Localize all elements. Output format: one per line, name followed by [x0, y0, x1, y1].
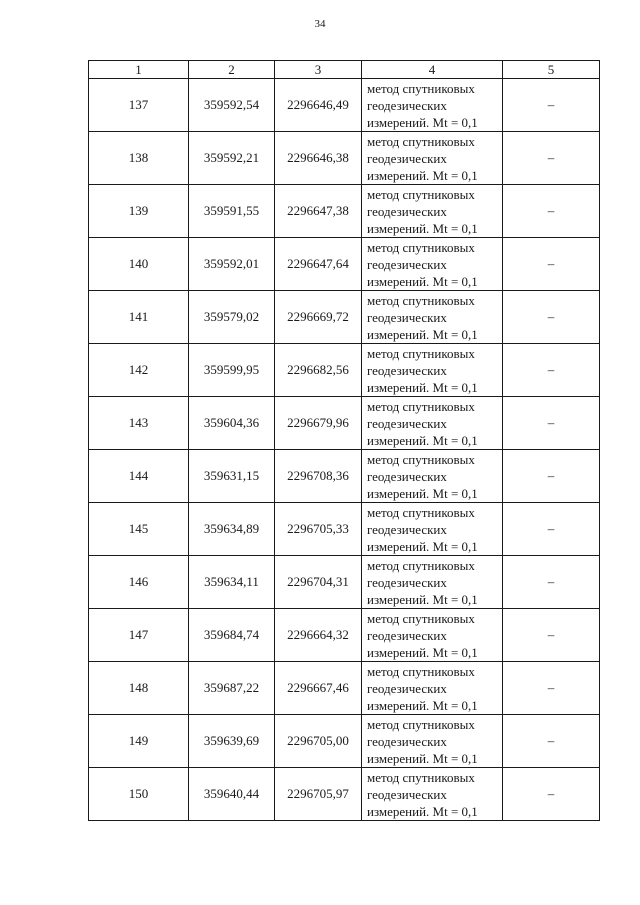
method-line-2: геодезических — [367, 733, 447, 749]
coordinate-x: 359631,15 — [189, 450, 275, 503]
column-header-3: 3 — [275, 61, 362, 79]
column-5-value: – — [503, 185, 600, 238]
method-line-3: измерений. Mt = 0,1 — [367, 644, 478, 660]
column-5-value: – — [503, 556, 600, 609]
method-description — [362, 291, 503, 344]
method-line-2: геодезических — [367, 415, 447, 431]
table-row — [89, 344, 600, 397]
point-number: 150 — [89, 768, 189, 821]
method-line-3: измерений. Mt = 0,1 — [367, 803, 478, 819]
coordinate-y: 2296664,32 — [275, 609, 362, 662]
method-line-1: метод спутниковых — [367, 769, 475, 785]
table-row — [89, 185, 600, 238]
table-header-row — [89, 61, 600, 79]
table-row — [89, 238, 600, 291]
method-description — [362, 768, 503, 821]
method-line-2: геодезических — [367, 256, 447, 272]
coordinate-x: 359579,02 — [189, 291, 275, 344]
coordinate-x: 359592,21 — [189, 132, 275, 185]
point-number: 145 — [89, 503, 189, 556]
method-line-1: метод спутниковых — [367, 80, 475, 96]
coordinate-y: 2296705,00 — [275, 715, 362, 768]
method-line-2: геодезических — [367, 203, 447, 219]
method-line-1: метод спутниковых — [367, 133, 475, 149]
coordinate-x: 359634,89 — [189, 503, 275, 556]
coordinate-x: 359591,55 — [189, 185, 275, 238]
point-number: 144 — [89, 450, 189, 503]
method-line-1: метод спутниковых — [367, 239, 475, 255]
coordinate-x: 359592,54 — [189, 79, 275, 132]
table-row — [89, 662, 600, 715]
column-header-1: 1 — [89, 61, 189, 79]
table-row — [89, 79, 600, 132]
coordinate-y: 2296682,56 — [275, 344, 362, 397]
coordinate-y: 2296708,36 — [275, 450, 362, 503]
table-row — [89, 503, 600, 556]
coordinates-table — [88, 60, 600, 821]
method-line-2: геодезических — [367, 97, 447, 113]
column-5-value: – — [503, 715, 600, 768]
method-description — [362, 556, 503, 609]
method-line-2: геодезических — [367, 468, 447, 484]
coordinate-y: 2296679,96 — [275, 397, 362, 450]
method-description — [362, 450, 503, 503]
page-number: 34 — [314, 18, 326, 30]
method-line-1: метод спутниковых — [367, 451, 475, 467]
table-row — [89, 609, 600, 662]
column-5-value: – — [503, 662, 600, 715]
method-description — [362, 397, 503, 450]
method-line-1: метод спутниковых — [367, 716, 475, 732]
table-row — [89, 132, 600, 185]
column-5-value: – — [503, 344, 600, 397]
method-line-3: измерений. Mt = 0,1 — [367, 538, 478, 554]
point-number: 143 — [89, 397, 189, 450]
method-line-3: измерений. Mt = 0,1 — [367, 114, 478, 130]
point-number: 137 — [89, 79, 189, 132]
column-5-value: – — [503, 397, 600, 450]
coordinate-y: 2296646,38 — [275, 132, 362, 185]
method-line-3: измерений. Mt = 0,1 — [367, 326, 478, 342]
coordinate-x: 359640,44 — [189, 768, 275, 821]
table-row — [89, 450, 600, 503]
method-line-1: метод спутниковых — [367, 292, 475, 308]
coordinate-y: 2296647,38 — [275, 185, 362, 238]
coordinate-y: 2296646,49 — [275, 79, 362, 132]
method-line-1: метод спутниковых — [367, 663, 475, 679]
coordinate-y: 2296705,97 — [275, 768, 362, 821]
point-number: 139 — [89, 185, 189, 238]
coordinate-y: 2296669,72 — [275, 291, 362, 344]
point-number: 148 — [89, 662, 189, 715]
method-line-3: измерений. Mt = 0,1 — [367, 432, 478, 448]
coordinate-x: 359592,01 — [189, 238, 275, 291]
column-5-value: – — [503, 609, 600, 662]
method-line-2: геодезических — [367, 786, 447, 802]
point-number: 140 — [89, 238, 189, 291]
method-description — [362, 238, 503, 291]
method-line-1: метод спутниковых — [367, 398, 475, 414]
column-header-2: 2 — [189, 61, 275, 79]
coordinate-x: 359634,11 — [189, 556, 275, 609]
coordinate-y: 2296667,46 — [275, 662, 362, 715]
column-header-5: 5 — [503, 61, 600, 79]
column-5-value: – — [503, 503, 600, 556]
coordinate-y: 2296704,31 — [275, 556, 362, 609]
method-line-1: метод спутниковых — [367, 504, 475, 520]
method-line-3: измерений. Mt = 0,1 — [367, 485, 478, 501]
method-description — [362, 715, 503, 768]
table-row — [89, 768, 600, 821]
method-line-2: геодезических — [367, 150, 447, 166]
coordinate-x: 359684,74 — [189, 609, 275, 662]
table-row — [89, 715, 600, 768]
method-description — [362, 609, 503, 662]
column-5-value: – — [503, 238, 600, 291]
method-line-3: измерений. Mt = 0,1 — [367, 591, 478, 607]
method-line-1: метод спутниковых — [367, 186, 475, 202]
column-5-value: – — [503, 450, 600, 503]
method-description — [362, 503, 503, 556]
method-line-2: геодезических — [367, 627, 447, 643]
table-row — [89, 397, 600, 450]
method-description — [362, 79, 503, 132]
method-description — [362, 132, 503, 185]
coordinate-x: 359639,69 — [189, 715, 275, 768]
method-line-2: геодезических — [367, 680, 447, 696]
point-number: 147 — [89, 609, 189, 662]
method-description — [362, 662, 503, 715]
method-line-3: измерений. Mt = 0,1 — [367, 273, 478, 289]
coordinate-x: 359687,22 — [189, 662, 275, 715]
method-line-2: геодезических — [367, 521, 447, 537]
method-line-1: метод спутниковых — [367, 610, 475, 626]
column-header-4: 4 — [362, 61, 503, 79]
method-line-2: геодезических — [367, 309, 447, 325]
method-line-2: геодезических — [367, 574, 447, 590]
method-line-3: измерений. Mt = 0,1 — [367, 697, 478, 713]
coordinate-x: 359604,36 — [189, 397, 275, 450]
column-5-value: – — [503, 132, 600, 185]
method-line-3: измерений. Mt = 0,1 — [367, 220, 478, 236]
coordinate-y: 2296705,33 — [275, 503, 362, 556]
table-row — [89, 556, 600, 609]
method-description — [362, 185, 503, 238]
method-line-2: геодезических — [367, 362, 447, 378]
table-row — [89, 291, 600, 344]
point-number: 141 — [89, 291, 189, 344]
method-line-1: метод спутниковых — [367, 557, 475, 573]
coordinate-y: 2296647,64 — [275, 238, 362, 291]
point-number: 149 — [89, 715, 189, 768]
method-description — [362, 344, 503, 397]
point-number: 138 — [89, 132, 189, 185]
column-5-value: – — [503, 291, 600, 344]
method-line-3: измерений. Mt = 0,1 — [367, 167, 478, 183]
column-5-value: – — [503, 768, 600, 821]
point-number: 142 — [89, 344, 189, 397]
method-line-3: измерений. Mt = 0,1 — [367, 750, 478, 766]
point-number: 146 — [89, 556, 189, 609]
column-5-value: – — [503, 79, 600, 132]
coordinate-x: 359599,95 — [189, 344, 275, 397]
method-line-1: метод спутниковых — [367, 345, 475, 361]
method-line-3: измерений. Mt = 0,1 — [367, 379, 478, 395]
